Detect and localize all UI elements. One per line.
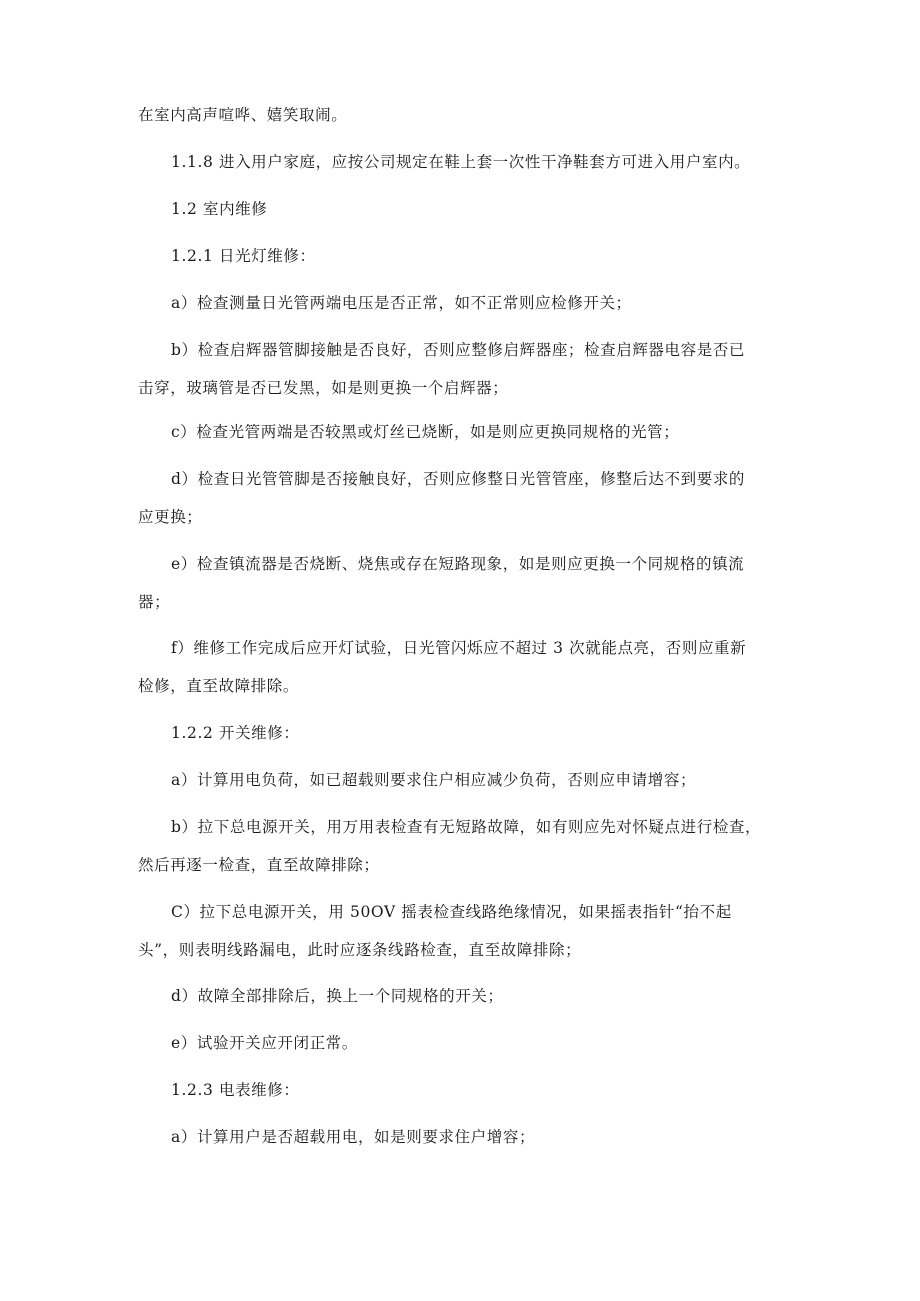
paragraph-1-1-8 — [138, 143, 786, 181]
list-item-a — [138, 284, 786, 322]
text-line: b）检查启辉器管脚接触是否良好，否则应整修启辉器座；检查启辉器电容是否已 — [171, 341, 746, 359]
subsection-heading-1-2-2 — [138, 714, 786, 752]
text-line: a）计算用户是否超载用电，如是则要求住户增容； — [171, 1128, 536, 1146]
list-item-c — [138, 413, 786, 451]
text-line: b）拉下总电源开关，用万用表检查有无短路故障，如有则应先对怀疑点进行检查， — [171, 818, 762, 836]
text-line: 应更换； — [138, 508, 203, 526]
text-line: 器； — [138, 593, 171, 611]
list-item-d — [138, 977, 786, 1015]
text-line: f）维修工作完成后应开灯试验，日光管闪烁应不超过 3 次就能点亮，否则应重新 — [171, 639, 747, 657]
list-item-f — [138, 629, 786, 705]
list-item-a — [138, 1118, 786, 1156]
subsection-heading-1-2-1 — [138, 237, 786, 275]
list-item-c — [138, 893, 786, 969]
text-line: a）检查测量日光管两端电压是否正常，如不正常则应检修开关； — [171, 294, 632, 312]
text-line: 击穿，玻璃管是否已发黑，如是则更换一个启辉器； — [138, 379, 509, 397]
text-line: 1.2.1 日光灯维修： — [171, 247, 316, 265]
list-item-e — [138, 545, 786, 621]
list-item-d — [138, 460, 786, 536]
text-line: C）拉下总电源开关，用 50OV 摇表检查线路绝缘情况，如果摇表指针“抬不起 — [171, 903, 732, 921]
subsection-heading-1-2-3 — [138, 1071, 786, 1109]
text-line: e）试验开关应开闭正常。 — [171, 1034, 358, 1052]
text-line: 然后再逐一检查，直至故障排除； — [138, 856, 380, 874]
paragraph-continuation — [138, 96, 786, 134]
text-line: 在室内高声喧哗、嬉笑取闹。 — [138, 106, 348, 124]
text-line: 1.2.2 开关维修： — [171, 724, 300, 742]
text-line: d）故障全部排除后，换上一个同规格的开关； — [171, 987, 504, 1005]
list-item-a — [138, 761, 786, 799]
text-line: 头”，则表明线路漏电，此时应逐条线路检查，直至故障排除； — [138, 941, 582, 959]
text-line: 检修，直至故障排除。 — [138, 677, 300, 695]
text-line: 1.2.3 电表维修： — [171, 1081, 300, 1099]
text-line: a）计算用电负荷，如已超载则要求住户相应减少负荷，否则应申请增容； — [171, 771, 697, 789]
text-line: 1.2 室内维修 — [171, 200, 268, 218]
text-line: c）检查光管两端是否较黑或灯丝已烧断，如是则应更换同规格的光管； — [171, 423, 680, 441]
text-line: e）检查镇流器是否烧断、烧焦或存在短路现象，如是则应更换一个同规格的镇流 — [171, 555, 745, 573]
section-heading-1-2 — [138, 190, 786, 228]
list-item-b — [138, 808, 786, 884]
list-item-b — [138, 331, 786, 407]
text-line: d）检查日光管管脚是否接触良好，否则应修整日光管管座，修整后达不到要求的 — [171, 470, 746, 488]
text-line: 1.1.8 进入用户家庭，应按公司规定在鞋上套一次性干净鞋套方可进入用户室内。 — [171, 153, 751, 171]
list-item-e — [138, 1024, 786, 1062]
